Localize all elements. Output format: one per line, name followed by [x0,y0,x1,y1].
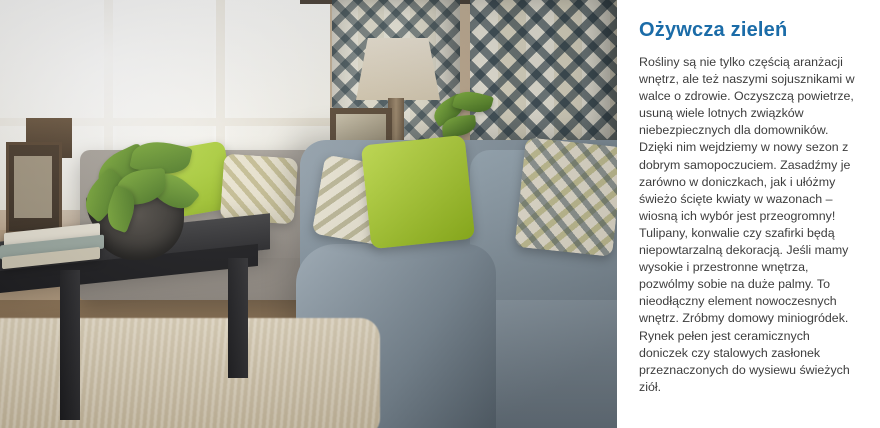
lantern-glass [14,156,52,218]
shag-rug [0,318,380,428]
article-text-column [617,0,880,428]
article-heading: Ożywcza zieleń [639,19,788,41]
table-lamp-shade [356,38,440,100]
coffee-table-leg [60,270,80,420]
coffee-table-leg [228,258,248,378]
patterned-pillow [515,137,617,257]
green-pillow [361,135,475,249]
article-body: Rośliny są nie tylko częścią aranżacji wnętrz, ale też naszymi sojusznikami w walce o zdrowie. Oczyszczą powietrze, usuną wiele lotnych związków niebezpiecznych dla domowników. Dzięki nim wejdziemy w nowy sezon z dobrym samopoczuciem. Zasadźmy je zarówno w doniczkach, jak i ułóżmy świeżo ścięte kwiaty w wazonach – wiosną ich wybór jest przeogromny! Tulipany, konwalie czy szafirki będą niepowtarzalną dekoracją. Jeśli mamy wysokie i przestronne wnętrza, pozwólmy sobie na duże palmy. To nieodłączny element nowoczesnych wnętrz. Zróbmy domowy miniogródek. Rynek pełen jest ceramicznych doniczek czy stalowych zasłonek przeznaczonych do wysiewu świeżych ziół. [639,55,855,394]
